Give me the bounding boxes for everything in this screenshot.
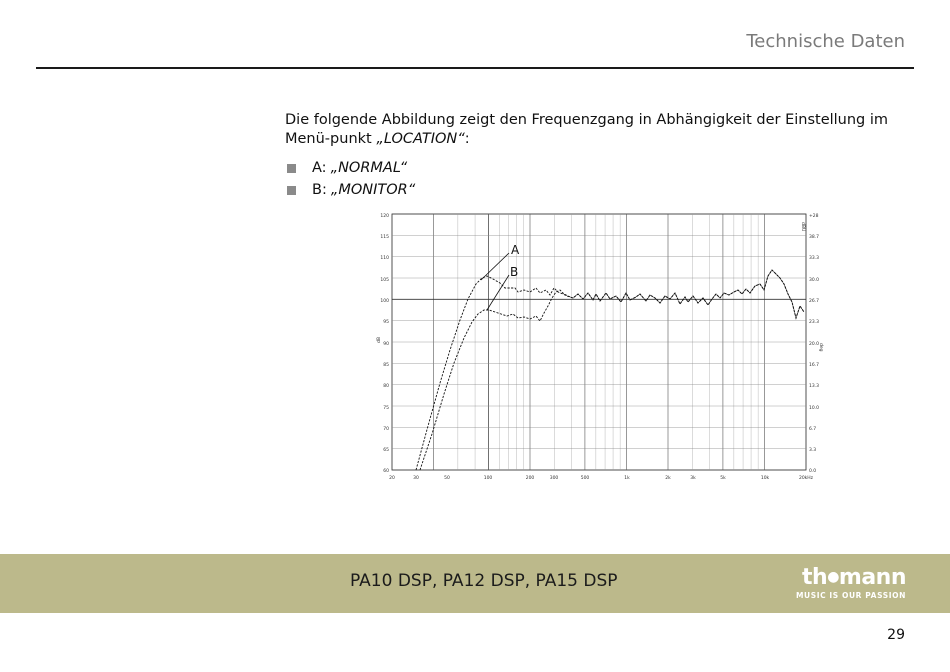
intro-menu-name: „LOCATION“ bbox=[376, 131, 465, 147]
left-axis-label: dB bbox=[377, 337, 382, 343]
section-title: Technische Daten bbox=[746, 31, 905, 52]
option-name: „MONITOR“ bbox=[330, 182, 416, 198]
option-list bbox=[287, 157, 415, 201]
x-tick-label: 200 bbox=[525, 476, 535, 481]
left-tick-label: 75 bbox=[383, 406, 389, 411]
left-tick-label: 80 bbox=[383, 384, 389, 389]
x-tick-label: 10k bbox=[760, 476, 770, 481]
thomann-logo bbox=[796, 565, 906, 600]
right-tick-label: 26.7 bbox=[809, 299, 820, 304]
page-number: 29 bbox=[887, 627, 905, 643]
x-tick-label: 50 bbox=[444, 476, 450, 481]
left-tick-label: 100 bbox=[380, 299, 389, 304]
intro-paragraph bbox=[285, 111, 895, 149]
x-tick-label: 3k bbox=[690, 476, 696, 481]
frequency-response-graph bbox=[368, 208, 828, 483]
left-tick-label: 85 bbox=[383, 363, 389, 368]
right-axis-label: deg bbox=[818, 343, 823, 352]
intro-text-end: : bbox=[464, 131, 470, 147]
figure-background bbox=[368, 208, 828, 483]
left-tick-label: 115 bbox=[380, 235, 389, 240]
left-tick-label: 105 bbox=[380, 278, 389, 283]
square-bullet-icon bbox=[287, 186, 296, 195]
x-tick-label: 1k bbox=[624, 476, 630, 481]
right-tick-label: 16.7 bbox=[809, 363, 820, 368]
right-tick-label: 20.0 bbox=[809, 342, 820, 347]
intro-text: Die folgende Abbildung zeigt den Frequenzgang in Abhängigkeit der Einstellung im Menü-punkt bbox=[285, 112, 889, 147]
list-item bbox=[287, 157, 415, 179]
left-tick-label: 110 bbox=[380, 256, 389, 261]
frequency-response-figure bbox=[368, 208, 828, 483]
right-tick-label: +28 bbox=[809, 214, 819, 219]
right-tick-label: 6.7 bbox=[809, 427, 817, 432]
option-name: „NORMAL“ bbox=[330, 160, 408, 176]
right-tick-label: 23.3 bbox=[809, 320, 820, 325]
x-tick-label: 30 bbox=[413, 476, 419, 481]
corner-label: dBU bbox=[800, 222, 805, 232]
x-tick-label: 300 bbox=[549, 476, 559, 481]
right-tick-label: 13.3 bbox=[809, 384, 820, 389]
logo-word-left: th bbox=[802, 565, 828, 590]
x-tick-label: 5k bbox=[720, 476, 726, 481]
curve-label-a: A bbox=[511, 243, 520, 257]
right-tick-label: 3.3 bbox=[809, 448, 817, 453]
left-tick-label: 90 bbox=[383, 342, 389, 347]
left-tick-label: 70 bbox=[383, 427, 389, 432]
logo-tagline: MUSIC IS OUR PASSION bbox=[795, 591, 906, 600]
left-tick-label: 65 bbox=[383, 448, 389, 453]
right-tick-label: 30.0 bbox=[809, 278, 820, 283]
right-tick-label: 38.7 bbox=[809, 235, 820, 240]
x-tick-label: 100 bbox=[483, 476, 493, 481]
left-tick-label: 60 bbox=[383, 469, 389, 474]
curve-label-b: B bbox=[510, 265, 519, 279]
logo-word-right: mann bbox=[838, 565, 906, 590]
x-tick-label: 500 bbox=[580, 476, 590, 481]
product-models: PA10 DSP, PA12 DSP, PA15 DSP bbox=[350, 571, 618, 591]
footer-band bbox=[0, 554, 950, 613]
left-tick-label: 95 bbox=[383, 320, 389, 325]
x-tick-label: 20 bbox=[389, 476, 395, 481]
x-tick-label: 20kHz bbox=[798, 476, 814, 481]
option-letter: B: bbox=[312, 182, 327, 198]
logo-wordmark bbox=[796, 565, 906, 590]
list-item bbox=[287, 179, 415, 201]
right-tick-label: 0.0 bbox=[809, 469, 817, 474]
header-rule bbox=[36, 67, 914, 69]
logo-dot-icon: ● bbox=[827, 569, 839, 585]
option-letter: A: bbox=[312, 160, 327, 176]
square-bullet-icon bbox=[287, 164, 296, 173]
right-tick-label: 33.3 bbox=[809, 256, 820, 261]
right-tick-label: 10.0 bbox=[809, 406, 820, 411]
x-tick-label: 2k bbox=[665, 476, 671, 481]
left-tick-label: 120 bbox=[380, 214, 389, 219]
